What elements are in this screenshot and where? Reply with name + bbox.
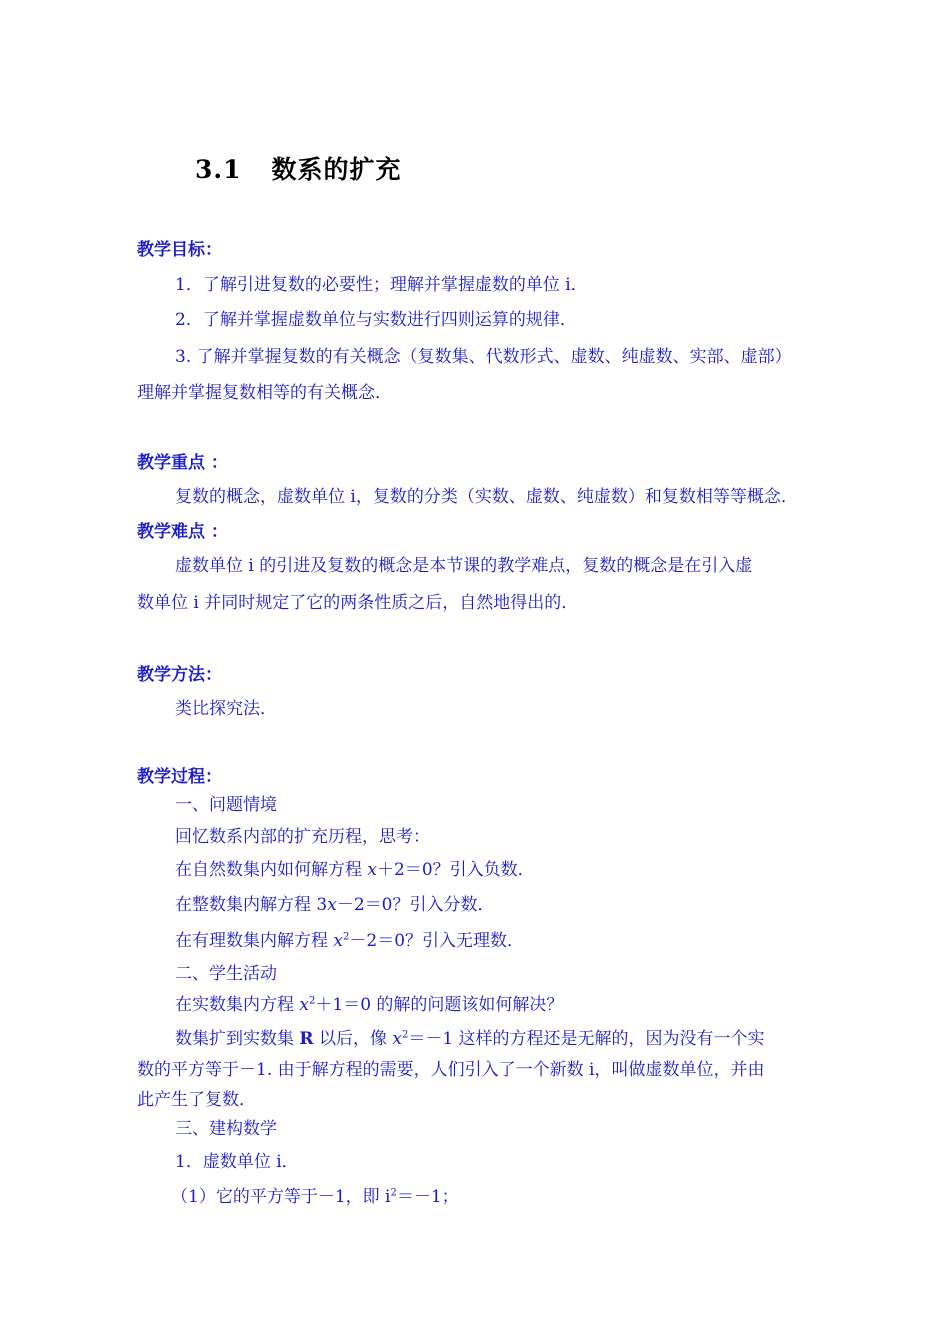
section-title: 数系的扩充 — [271, 155, 402, 184]
section-number: 3.1 — [195, 155, 242, 184]
difficulties-heading: 教学难点 ： — [137, 522, 228, 542]
paragraph-line-3: 此产生了复数． — [137, 1090, 256, 1110]
question-4: 在实数集内方程 $x^2+1=0$ 的解的问题该如何解决？ — [175, 995, 564, 1015]
process-heading: 教学过程： — [137, 767, 222, 787]
difficulties-line-1: 虚数单位 i 的引进及复数的概念是本节课的教学难点，复数的概念是在引入虚 — [175, 556, 753, 576]
concept-1-property-1: （1）它的平方等于－1，即 $i^2=-1$； — [171, 1187, 459, 1207]
question-3: 在有理数集内解方程 $x^2-2=0$？引入无理数． — [175, 931, 525, 951]
objective-2: 2．了解并掌握虚数单位与实数进行四则运算的规律． — [175, 310, 577, 330]
page-title — [195, 150, 402, 186]
difficulties-line-2: 数单位 i 并同时规定了它的两条性质之后，自然地得出的． — [137, 593, 579, 613]
objective-3-cont: 理解并掌握复数相等的有关概念． — [137, 383, 392, 403]
objective-3: 3. 了解并掌握复数的有关概念（复数集、代数形式、虚数、纯虚数、实部、虚部） — [175, 347, 792, 367]
key-points-text: 复数的概念，虚数单位 i，复数的分类（实数、虚数、纯虚数）和复数相等等概念． — [175, 487, 798, 507]
recall-text: 回忆数系内部的扩充历程，思考： — [175, 827, 430, 847]
question-2: 在整数集内解方程 3x－2＝0？引入分数． — [175, 895, 495, 915]
section-1-heading: 一、问题情境 — [175, 795, 277, 815]
key-points-heading: 教学重点 ： — [137, 453, 228, 473]
question-1: 在自然数集内如何解方程 x＋2＝0？引入负数． — [175, 860, 535, 880]
method-heading: 教学方法： — [137, 665, 222, 685]
section-3-heading: 三、建构数学 — [175, 1119, 277, 1139]
paragraph-line-1: 数集扩到实数集 R 以后，像 $x^2=-1$ 这样的方程还是无解的，因为没有一个实 — [175, 1029, 765, 1049]
section-2-heading: 二、学生活动 — [175, 964, 277, 984]
objectives-heading: 教学目标： — [137, 240, 222, 260]
paragraph-line-2: 数的平方等于－1. 由于解方程的需要，人们引入了一个新数 i，叫做虚数单位，并由 — [137, 1060, 765, 1080]
objective-1: 1．了解引进复数的必要性；理解并掌握虚数的单位 i． — [175, 275, 588, 295]
concept-1: 1．虚数单位 i． — [175, 1152, 299, 1172]
method-text: 类比探究法． — [175, 699, 277, 719]
